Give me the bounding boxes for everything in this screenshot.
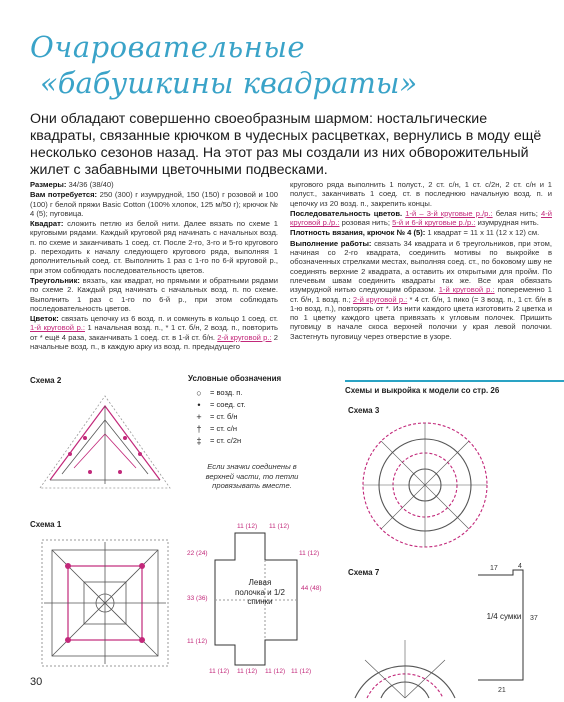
flower-label: Цветок: xyxy=(30,314,59,324)
order-round-56-label: 5-й и 6-й круговые р./р.: xyxy=(392,218,476,228)
order-round-1-text: белая нить; xyxy=(492,208,538,218)
square-label: Квадрат: xyxy=(30,219,64,229)
order-round-4-text: розовая нить; xyxy=(339,218,390,228)
legend-symbol: + xyxy=(196,412,202,422)
legend-text: = соед. ст. xyxy=(210,400,246,409)
legend-text: = ст. б/н xyxy=(210,412,238,421)
scheme-2-diagram xyxy=(30,388,180,498)
pattern-num-bottom: 11 (12) xyxy=(209,668,230,675)
instructions-left-column xyxy=(30,180,278,352)
legend-item xyxy=(188,435,298,447)
legend-item xyxy=(188,399,298,411)
bag-num-21: 21 xyxy=(498,687,506,694)
legend-text: = ст. с/2н xyxy=(210,436,242,445)
triangle-label: Треугольник: xyxy=(30,275,80,285)
lead-paragraph: Они обладают совершенно своеобразным шармом: ностальгические квадраты, связанные крючком в чудесных расцветках, вернулись в моду ещё несколько сезонов назад. На этот раз мы создали из них обворожительный жилет с забавными цветочными подвесками. xyxy=(30,111,542,178)
order-round-1-label: 1-й – 3-й круговые р./р.: xyxy=(405,208,493,218)
edge-round-2-label: 2-й круговой р.: xyxy=(352,294,408,304)
density-label: Плотность вязания, крючок № 4 (5): xyxy=(290,228,426,238)
pattern-num-left-11: 11 (12) xyxy=(187,638,208,645)
flower-round-1-text: 1 начальная возд. п., * 1 ст. б/н, 2 возд. п., повторить от * ещё 4 раза, заканчивать 1 соед. ст. в 1-й ст. б/н. xyxy=(30,323,279,342)
sizes-label: Размеры: xyxy=(30,180,67,189)
legend-text: = возд. п. xyxy=(210,388,243,397)
pattern-center-label: Левая полочка и 1/2 спинки xyxy=(235,578,285,606)
work-text: связать 34 квадрата и 6 треугольников, при этом, начиная со 2-го квадрата, соединить мотивы по выкройке в обозначенных стрелками местах, выполняя соед. ст., по боковому шву не соединять верхние 2 квадрата, а оставить их открытыми для пройм. По плечевым швам соединить квадраты так же. Все края обвязать изумрудной нитью следующим образом. xyxy=(290,238,552,295)
order-round-56-text: изумрудная нить. xyxy=(475,218,539,228)
legend-item xyxy=(188,423,298,435)
pattern-num-bottom: 11 (12) xyxy=(265,668,286,675)
instructions-right-column xyxy=(290,180,552,342)
bag-num-17: 17 xyxy=(490,565,498,572)
scheme-2-label: Схема 2 xyxy=(30,376,62,385)
legend-symbol: ○ xyxy=(196,388,202,398)
edge-round-1-label: 1-й круговой р.: xyxy=(438,285,495,295)
legend-item xyxy=(188,411,298,423)
bag-num-4: 4 xyxy=(518,563,522,570)
pattern-num-bottom: 11 (12) xyxy=(237,668,258,675)
scheme-1-diagram xyxy=(30,532,180,672)
flower-round-1-label: 1-й круговой р.: xyxy=(30,323,86,333)
sizes-text: 34/36 (38/40) xyxy=(66,180,114,189)
density-text: 1 квадрат = 11 х 11 (12 х 12) см. xyxy=(425,228,540,238)
color-order-label: Последовательность цветов. xyxy=(290,208,403,218)
bag-num-37: 37 xyxy=(530,615,538,622)
triangle-text: вязать, как квадрат, но прямыми и обратными рядами по схеме 2. Каждый ряд начинать с начальных возд. п. по схеме. Выполнить 1 раз с 1-го по 6-й р., при этом соблюдать последовательность цветов. xyxy=(30,275,278,313)
right-header-label: Схемы и выкройка к модели со стр. 26 xyxy=(345,386,500,395)
scheme-3-label: Схема 3 xyxy=(348,406,380,415)
edge-round-1-text: попеременно 1 ст. б/н, 1 возд. п.; xyxy=(290,285,552,304)
pattern-num-left-22: 22 (24) xyxy=(187,550,208,557)
square-text: сложить петлю из белой нити. Далее вязать по схеме 1 круговыми рядами. Каждый круговой ряд начинать с начальных возд. п. по схеме и заканчивать 1 соед. ст. После 2-го, 3-го и 5-го кругового р. переходить к началу следующего кругового ряда, выполняя 1 дополнительный соед. ст. Выполнить 1 раз с 1-го по 6-й круговой р., при этом соблюдать последовательность цветов. xyxy=(30,219,278,275)
pattern-num-bottom: 11 (12) xyxy=(291,668,312,675)
scheme-1-label: Схема 1 xyxy=(30,520,62,529)
scheme-3-diagram xyxy=(345,405,495,555)
edge-round-2-text: * 4 ст. б/н, 1 пико (= 3 возд. п., 1 ст. б/н в 1-ю возд. п.), повторять от *. Из нити каждого цвета изготовить 2 цветка и по 1 цветку каждого цвета привязать к угловым полочек. Пришить пуговицу в начале скоса верхней полочки у края левой полочки. Застегнуть пуговицу через отверстие в узоре. xyxy=(290,294,552,341)
page-title-line-2: «бабушкины квадраты» xyxy=(40,66,418,100)
page-number: 30 xyxy=(30,676,43,688)
legend-text: = ст. с/н xyxy=(210,424,237,433)
flower-text: связать цепочку из 6 возд. п. и сомкнуть в кольцо 1 соед. ст. xyxy=(58,314,278,324)
flower-round-2-text: 2 начальные возд. п., в каждую арку из возд. п. предыдущего xyxy=(30,332,279,352)
scheme-7-label: Схема 7 xyxy=(348,568,380,577)
bag-pattern-diagram xyxy=(468,560,558,695)
order-round-4-label: 4-й круговой р./р.: xyxy=(290,208,552,228)
legend-item xyxy=(188,387,298,399)
bag-label: 1/4 сумки xyxy=(486,612,522,621)
legend-symbol: † xyxy=(196,424,202,434)
materials-text: 250 (300) г изумрудной, 150 (150) г розовой и 100 (100) г белой пряжи Basic Cotton (100% хлопок, 125 м/50 г); крючок № 4 (5); пуговица. xyxy=(30,190,278,218)
flower-round-2-label: 2-й круговой р.: xyxy=(217,332,272,342)
pattern-num-top-mid: 11 (12) xyxy=(269,523,290,530)
legend-note: Если значки соединены в верхней части, то петли провязывать вместе. xyxy=(205,462,299,490)
legend-symbol: • xyxy=(197,400,201,410)
scheme-7-diagram xyxy=(345,580,465,700)
pattern-num-left-33: 33 (36) xyxy=(187,595,208,602)
legend-title: Условные обозначения xyxy=(188,374,282,383)
materials-label: Вам потребуется: xyxy=(30,190,98,200)
pattern-num-top-right: 11 (12) xyxy=(299,550,320,557)
legend-symbol: ‡ xyxy=(196,436,202,446)
pattern-num-right-44: 44 (48) xyxy=(301,585,322,592)
pattern-num-top-left: 11 (12) xyxy=(237,523,258,530)
legend xyxy=(188,374,298,447)
page-title-line-1: Очаровательные xyxy=(30,30,306,64)
flower-continued-text: кругового ряда выполнить 1 полуст., 2 ст. с/н, 1 ст. с/2н, 2 ст. с/н и 1 полуст., заканчивать 1 соед. ст. в последнюю начальную возд. п. и цепочку из 20 возд. п., закрепить концы. xyxy=(290,180,552,208)
work-label: Выполнение работы: xyxy=(290,238,372,248)
